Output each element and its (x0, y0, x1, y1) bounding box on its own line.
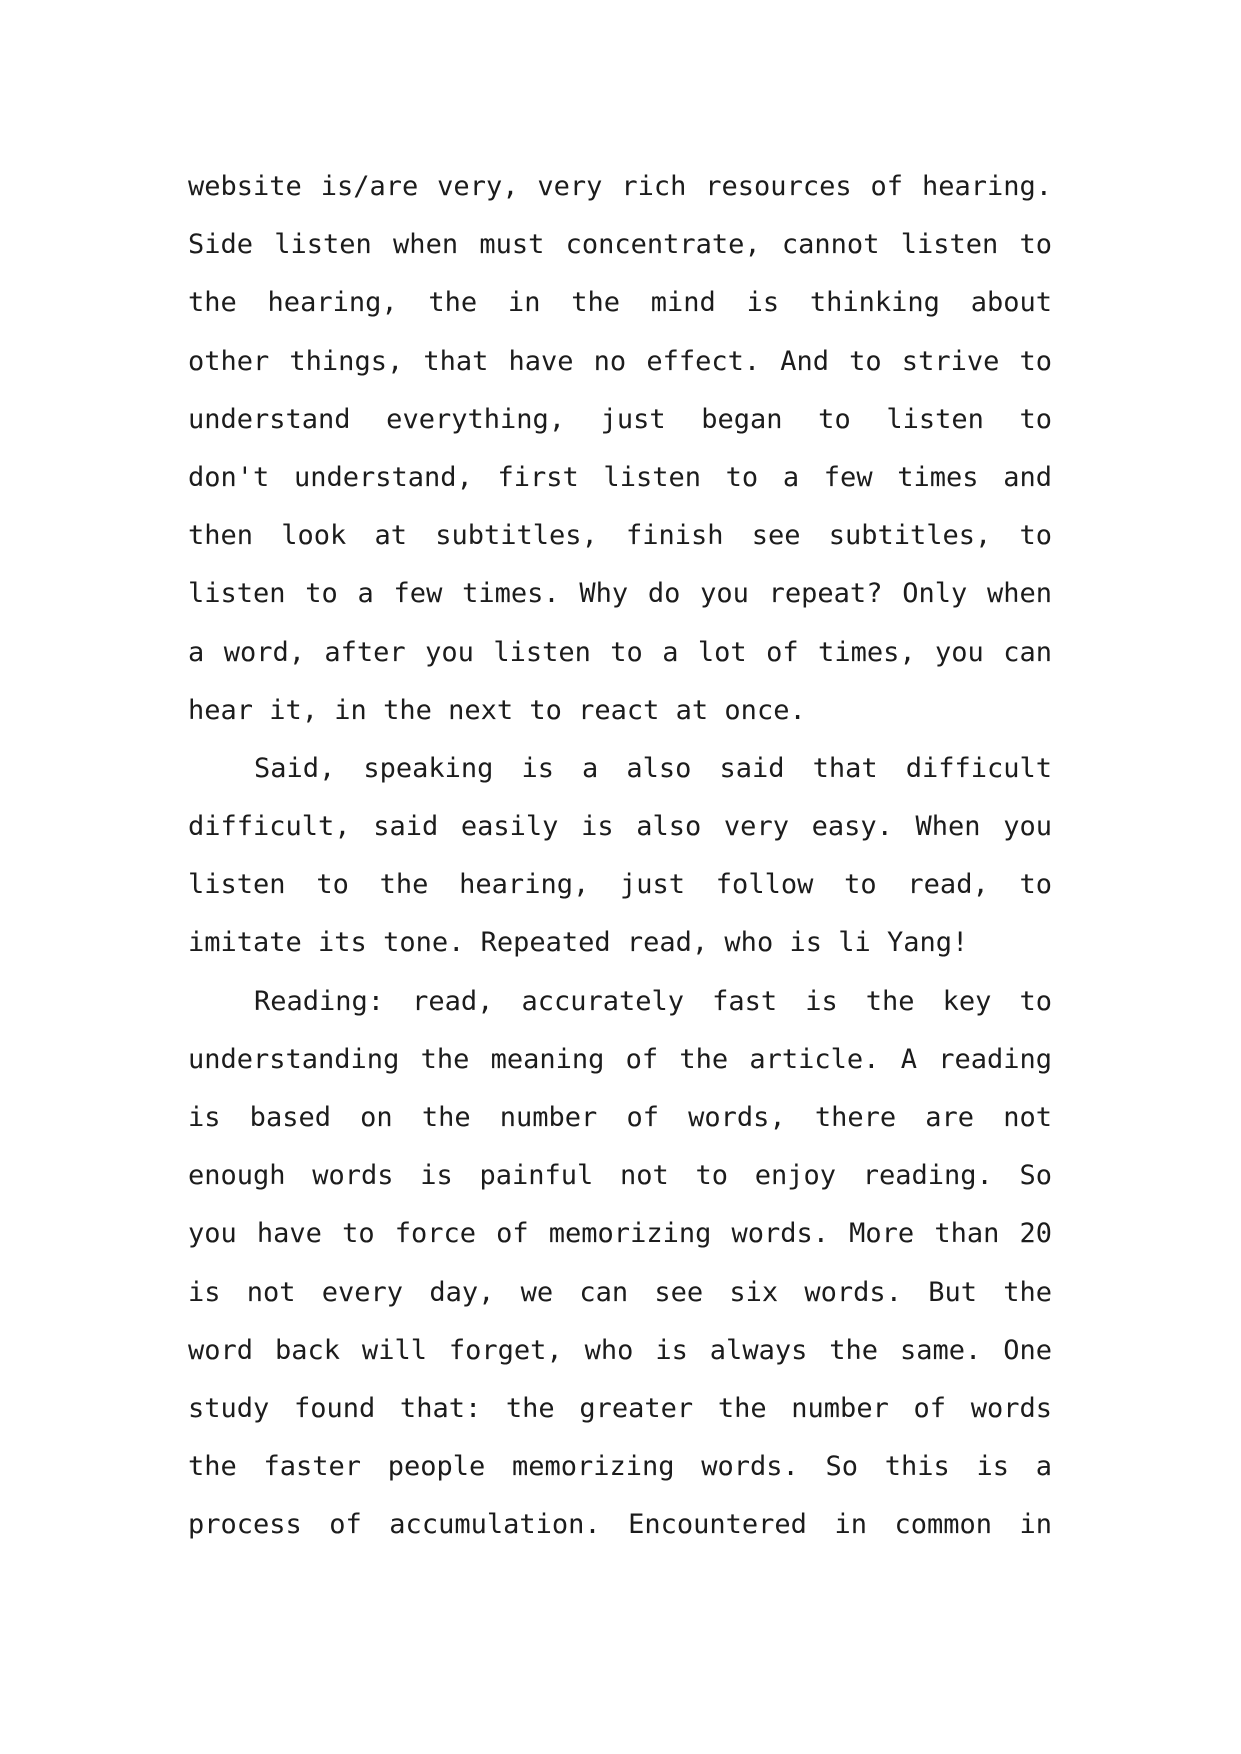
text-line: then look at subtitles, finish see subtitles, to (188, 520, 1052, 552)
text-line: other things, that have no effect. And to strive to (188, 345, 1052, 377)
text-line: listen to a few times. Why do you repeat? Only when (188, 578, 1052, 610)
text-line: you have to force of memorizing words. More than 20 (188, 1218, 1052, 1250)
paragraph-first-line: Reading: read, accurately fast is the key to (254, 985, 1052, 1017)
text-line: don't understand, first listen to a few times and (188, 461, 1052, 493)
text-line: word back will forget, who is always the same. One (188, 1334, 1052, 1366)
text-line: the hearing, the in the mind is thinking about (188, 287, 1052, 319)
text-line: website is/are very, very rich resources of hearing. (188, 171, 1052, 202)
text-line: listen to the hearing, just follow to read, to (188, 869, 1052, 901)
text-line: the faster people memorizing words. So this is a (188, 1451, 1052, 1483)
text-line: difficult, said easily is also very easy. When you (188, 811, 1052, 843)
text-line: understand everything, just began to listen to (188, 403, 1052, 435)
text-line: enough words is painful not to enjoy reading. So (188, 1160, 1052, 1192)
body-text (188, 158, 1052, 1555)
text-line: study found that: the greater the number of words (188, 1392, 1052, 1424)
text-line: hear it, in the next to react at once. (188, 694, 806, 726)
text-line: is based on the number of words, there are not (188, 1102, 1052, 1133)
text-line: imitate its tone. Repeated read, who is li Yang! (188, 927, 969, 959)
text-line: Side listen when must concentrate, cannot listen to (188, 229, 1052, 261)
text-line: a word, after you listen to a lot of times, you can (188, 636, 1052, 668)
text-line: is not every day, we can see six words. But the (188, 1276, 1052, 1308)
text-line: understanding the meaning of the article. A reading (188, 1043, 1052, 1075)
paragraph-first-line: Said, speaking is a also said that difficult (254, 752, 1052, 784)
text-line: process of accumulation. Encountered in common in (188, 1509, 1052, 1541)
